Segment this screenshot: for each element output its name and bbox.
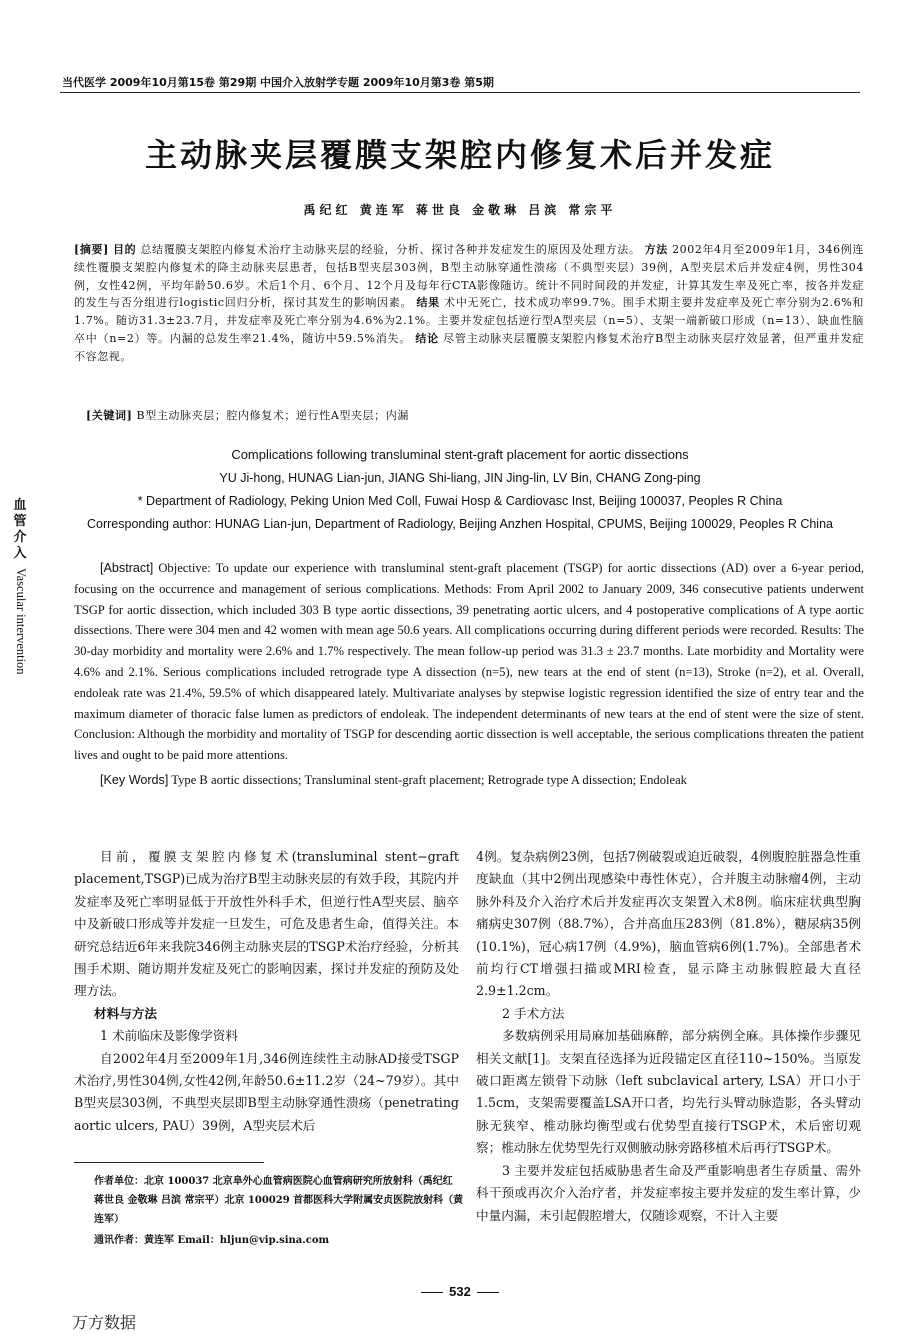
- english-authors: YU Ji-hong, HUNAG Lian-jun, JIANG Shi-liang, JIN Jing-lin, LV Bin, CHANG Zong-ping: [219, 471, 701, 485]
- page-number: [60, 1284, 860, 1299]
- corresponding-note: 通讯作者：黄连军 Email：hljun@vip.sina.com: [94, 1235, 330, 1246]
- english-title: Complications following transluminal stent-graft placement for aortic dissections: [231, 447, 689, 462]
- abstract-en: [74, 558, 864, 766]
- keywords-cn-label: [关键词]: [86, 409, 133, 422]
- method-label: 方法: [644, 243, 668, 256]
- side-label-english: Vascular intervention: [14, 568, 28, 675]
- side-label-char: 介: [13, 530, 27, 545]
- side-section-label: [10, 498, 30, 675]
- authors-cn: 禹纪红 黄连军 蒋世良 金敬琳 吕滨 常宗平: [303, 203, 617, 217]
- abstract-en-text: Objective: To update our experience with transluminal stent-graft placement (TSGP) for aortic dissections (AD) over a 6-year period, focusing on the occurrence and management of serious complications. Methods: From April 2002 to January 2009, 346 consecutive patients underwent TSGP for aortic dissection, which included 303 B type aortic dissections, 39 penetrating aortic ulcers, and 4 postoperative complications of A type aortic dissections. There were 304 men and 42 women with mean age 50.6 years. All complications occurring during different periods were recorded. Results: The 30-day morbidity and mortality were 2.6% and 1.7% respectively. The mean follow-up period was 31.3 ± 23.7 months. Late morbidity and Mortality were 4.6% and 2.1%. Serious complications included retrograde type A dissection (n=5), new tears at the end of stent (n=13), Stroke (n=2), et al. Overall, endoleak rate was 21.4%, 59.5% of which disappeared lately. Multivariate analyses by stepwise logistic regression identified the size of entry tear and the maximum diameter of thoracic false lumen as predictors of endoleak. The independent determinants of new tears at the end of stent were the size of stent. Conclusion: Although the morbidity and mortality of TSGP for descending aortic dissection is well acceptable, the serious complications threaten the patient lives and ought to be paid more attentions.: [74, 561, 864, 763]
- english-affiliation: * Department of Radiology, Peking Union Med Coll, Fuwai Hosp & Cardiovasc Inst, Beijing 100037, Peoples R China: [137, 494, 783, 508]
- objective-text: 总结覆膜支架腔内修复术治疗主动脉夹层的经验，分析、探讨各种并发症发生的原因及处理方法。: [140, 243, 641, 256]
- conclusion-text: 尽管主动脉夹层覆膜支架腔内修复术治疗B型主动脉夹层疗效显著，但严重并发症不容忽视。: [74, 331, 864, 363]
- section-heading: 材料与方法: [94, 1005, 157, 1021]
- body-column-left: [74, 846, 459, 1137]
- objective-label: 目的: [113, 243, 137, 256]
- side-label-char: 管: [13, 514, 27, 529]
- keywords-en-label: [Key Words]: [100, 773, 169, 787]
- journal-header: 当代医学 2009年10月第15卷 第29期 中国介入放射学专题 2009年10月第3卷 第5期: [62, 76, 494, 89]
- keywords-en: [100, 773, 860, 788]
- result-text: 术中无死亡，技术成功率99.7%。围手术期主要并发症率及死亡率分别为2.6%和1.7%。随访31.3±23.7月，并发症率及死亡率分别为4.6%为2.1%。主要并发症包括逆行型A型夹层（n=5）、支架一端新破口形成（n=13）、缺血性脑卒中（n=2）等。内漏的总发生率21.4%，随访中59.5%消失。: [74, 296, 864, 345]
- keywords-cn-text: B型主动脉夹层；腔内修复术；逆行性A型夹层；内漏: [136, 409, 409, 422]
- keywords-en-text: Type B aortic dissections; Transluminal stent-graft placement; Retrograde type A dissection; Endoleak: [171, 773, 687, 787]
- side-label-char: 入: [13, 546, 27, 561]
- body-column-right: [476, 846, 861, 1227]
- page-number-text: 532: [449, 1284, 471, 1299]
- conclusion-label: 结论: [415, 331, 439, 345]
- subsection-heading: 1 术前临床及影像学资料: [100, 1028, 238, 1044]
- body-paragraph: 4例。复杂病例23例，包括7例破裂或迫近破裂，4例腹腔脏器急性重度缺血（其中2例出现感染中毒性休克），合并腹主动脉瘤4例，主动脉外科及介入治疗术后并发症再次支架置入术8例。临床症状典型胸痛病史307例（88.7%），合并高血压283例（81.8%），糖尿病35例(10.1%)，冠心病17例（4.9%)，脑血管病6例(1.7%)。全部患者术前均行CT增强扫描或MRI检查，显示降主动脉假腔最大直径2.9±1.2cm。: [476, 849, 861, 999]
- body-paragraph: 目前，覆膜支架腔内修复术(transluminal stent−graft placement,TSGP)已成为治疗B型主动脉夹层的有效手段，其院内并发症率及死亡率明显低于开放性外科手术，但逆行性A型夹层、脑卒中及新破口形成等并发症一旦发生，可危及患者生命，值得关注。本研究总结近6年来我院346例主动脉夹层的TSGP术治疗经验，分析其围手术期、随访期并发症及死亡的影响因素，探讨并发症的预防及处理方法。: [74, 849, 459, 999]
- abstract-en-label: [Abstract]: [100, 561, 154, 575]
- side-label-char: 血: [13, 498, 27, 513]
- header-rule: [60, 92, 860, 93]
- abstract-cn: [74, 241, 864, 366]
- body-paragraph: 多数病例采用局麻加基础麻醉，部分病例全麻。具体操作步骤见相关文献[1]。支架直径选择为近段锚定区直径110~150%。当原发破口距离左锁骨下动脉（left subclavical artery, LSA）开口小于1.5cm，支架需要覆盖LSA开口者，均先行头臂动脉造影，各头臂动脉无狭窄、椎动脉均衡型或右优势型直接行TSGP术，术后密切观察；椎动脉左优势型先行双侧腋动脉旁路移植术后再行TSGP术。: [476, 1028, 861, 1156]
- corresponding-author: Corresponding author: HUNAG Lian-jun, Department of Radiology, Beijing Anzhen Hospital, CPUMS, Beijing 100029, Peoples R China: [86, 517, 833, 531]
- abstract-cn-label: [摘要]: [74, 243, 109, 256]
- footnote: [94, 1172, 464, 1250]
- footnote-rule: [74, 1162, 264, 1163]
- keywords-cn: [86, 407, 866, 423]
- body-paragraph: 自2002年4月至2009年1月,346例连续性主动脉AD接受TSGP术治疗,男性304例,女性42例,年龄50.6±11.2岁（24~79岁）。其中B型夹层303例，不典型夹层即B型主动脉穿通性溃疡（penetrating aortic ulcers, PAU）39例，A型夹层术后: [74, 1050, 459, 1133]
- body-paragraph: 3 主要并发症包括威胁患者生命及严重影响患者生存质量、需外科干预或再次介入治疗者，并发症率按主要并发症的发生率计算，少中量内漏，未引起假腔增大，仅随诊观察，不计入主要: [476, 1162, 861, 1223]
- method-text: 2002年4月至2009年1月，346例连续性覆膜支架腔内修复术的降主动脉夹层患者，包括B型夹层303例，B型主动脉穿通性溃疡（不典型夹层）39例，A型夹层术后并发症4例，男性304例，女性42例，平均年龄50.6岁。术后1个月、6个月、12个月及每年行CTA影像随访。统计不同时间段的并发症，计算其发生率及死亡率，按各并发症的发生与否分组进行logistic回归分析，探讨其发生的影响因素。: [74, 243, 865, 310]
- author-affiliation-note: 作者单位：北京 100037 北京阜外心血管病医院心血管病研究所放射科（禹纪红 蒋世良 金敬琳 吕滨 常宗平）北京 100029 首都医科大学附属安贞医院放射科（黄连军）: [94, 1176, 464, 1225]
- watermark: 万方数据: [72, 1313, 137, 1332]
- subsection-heading: 2 手术方法: [502, 1005, 565, 1021]
- article-title: 主动脉夹层覆膜支架腔内修复术后并发症: [144, 136, 775, 174]
- result-label: 结果: [416, 296, 440, 310]
